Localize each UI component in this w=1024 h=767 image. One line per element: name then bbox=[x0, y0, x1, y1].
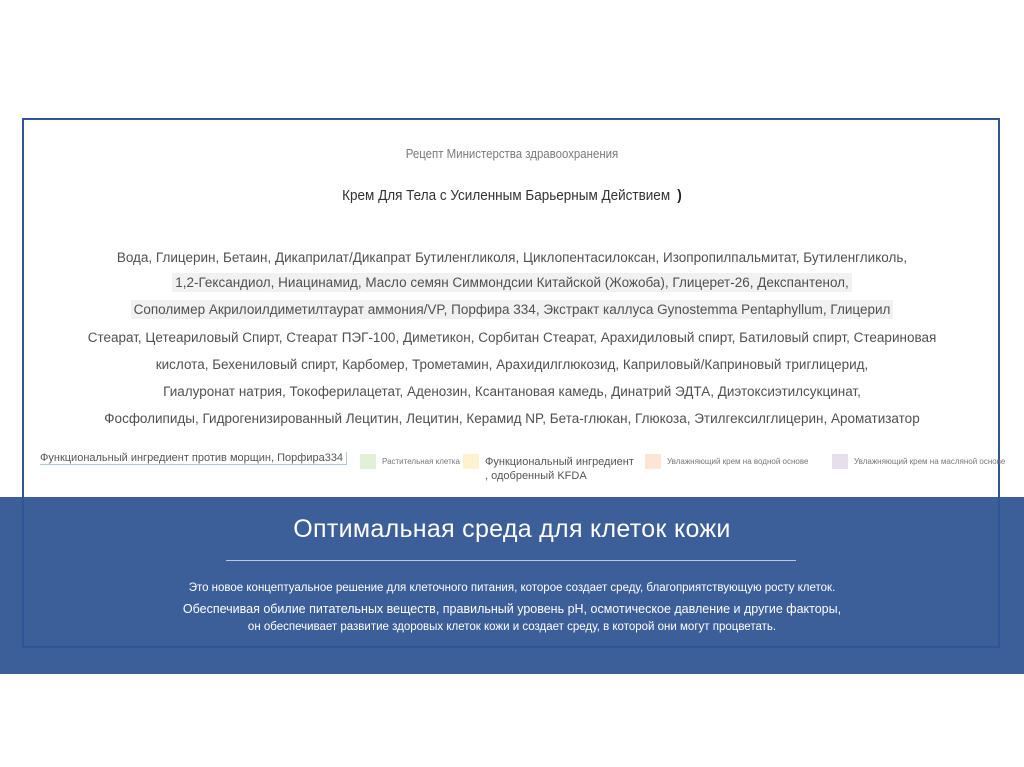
legend-label-line2: , одобренный KFDA bbox=[485, 470, 587, 482]
legend-plant-cell bbox=[360, 454, 460, 469]
legend-label: Увлажняющий крем на водной основе bbox=[667, 457, 809, 466]
ingredients-line-3 bbox=[0, 302, 1024, 317]
ingredients-line-6: Гиалуронат натрия, Токоферилацетат, Аденозин, Ксантановая камедь, Динатрий ЭДТА, Диэтоксиэтилсукцинат, bbox=[163, 384, 861, 399]
legend-label: Растительная клетка bbox=[382, 457, 460, 466]
legend-label-kfda bbox=[485, 454, 634, 483]
band-text-line-1: Это новое концептуальное решение для клеточного питания, которое создает среду, благоприятствующую росту клеток. bbox=[188, 582, 836, 594]
ingredients-line-3-text: Сополимер Акрилоилдиметилтаурат аммония/VP, Порфира 334, Экстракт каллуса Gynostemma Pentaphyllum, Глицерил bbox=[131, 300, 894, 319]
legend-kfda bbox=[463, 454, 634, 483]
ingredients-line-4: Стеарат, Цетеариловый Спирт, Стеарат ПЭГ-100, Диметикон, Сорбитан Стеарат, Арахидиловый спирт, Батиловый спирт, Стеариновая bbox=[87, 330, 937, 345]
band-text-line-2: Обеспечивая обилие питательных веществ, правильный уровень pH, осмотическое давление и другие факторы, bbox=[182, 602, 842, 616]
ingredients-line-5: кислота, Бехениловый спирт, Карбомер, Трометамин, Арахидилглюкозид, Каприловый/Каприновый триглицерид, bbox=[155, 357, 869, 372]
ingredients-line-7: Фосфолипиды, Гидрогенизированный Лецитин, Лецитин, Керамид NP, Бета-глюкан, Глюкоза, Этилгексилглицерин, Ароматизатор bbox=[104, 411, 920, 426]
legend-swatch-purple bbox=[832, 454, 848, 469]
band-divider bbox=[226, 560, 796, 561]
ingredients-line-1: Вода, Глицерин, Бетаин, Дикаприлат/Дикапрат Бутиленгликоля, Циклопентасилоксан, Изопропилпальмитат, Бутиленгликоль, bbox=[116, 250, 908, 265]
product-title-text: Крем Для Тела с Усиленным Барьерным Действием bbox=[342, 187, 671, 204]
legend-swatch-orange bbox=[645, 454, 661, 469]
band-text-line-3: он обеспечивает развитие здоровых клеток кожи и создает среду, в которой они могут процветать. bbox=[247, 621, 777, 633]
recipe-subtitle: Рецепт Министерства здравоохранения bbox=[405, 146, 619, 161]
legend-anti-wrinkle: Функциональный ингредиент против морщин, Порфира334 bbox=[40, 452, 347, 465]
legend-label: Увлажняющий крем на масляной основе bbox=[854, 457, 1006, 466]
legend-oil-based bbox=[832, 454, 1005, 469]
band-title: Оптимальная среда для клеток кожи bbox=[293, 515, 731, 543]
legend-water-based bbox=[645, 454, 808, 469]
title-mark: ) bbox=[677, 187, 682, 204]
ingredients-line-2 bbox=[0, 275, 1024, 290]
legend-swatch-green bbox=[360, 454, 376, 469]
product-title bbox=[51, 187, 973, 204]
legend-swatch-yellow bbox=[463, 454, 479, 469]
ingredients-line-2-text: 1,2-Гександиол, Ниацинамид, Масло семян Симмондсии Китайской (Жожоба), Глицерет-26, Декспантенол, bbox=[172, 273, 852, 292]
legend-label-line1: Функциональный ингредиент bbox=[485, 456, 634, 468]
